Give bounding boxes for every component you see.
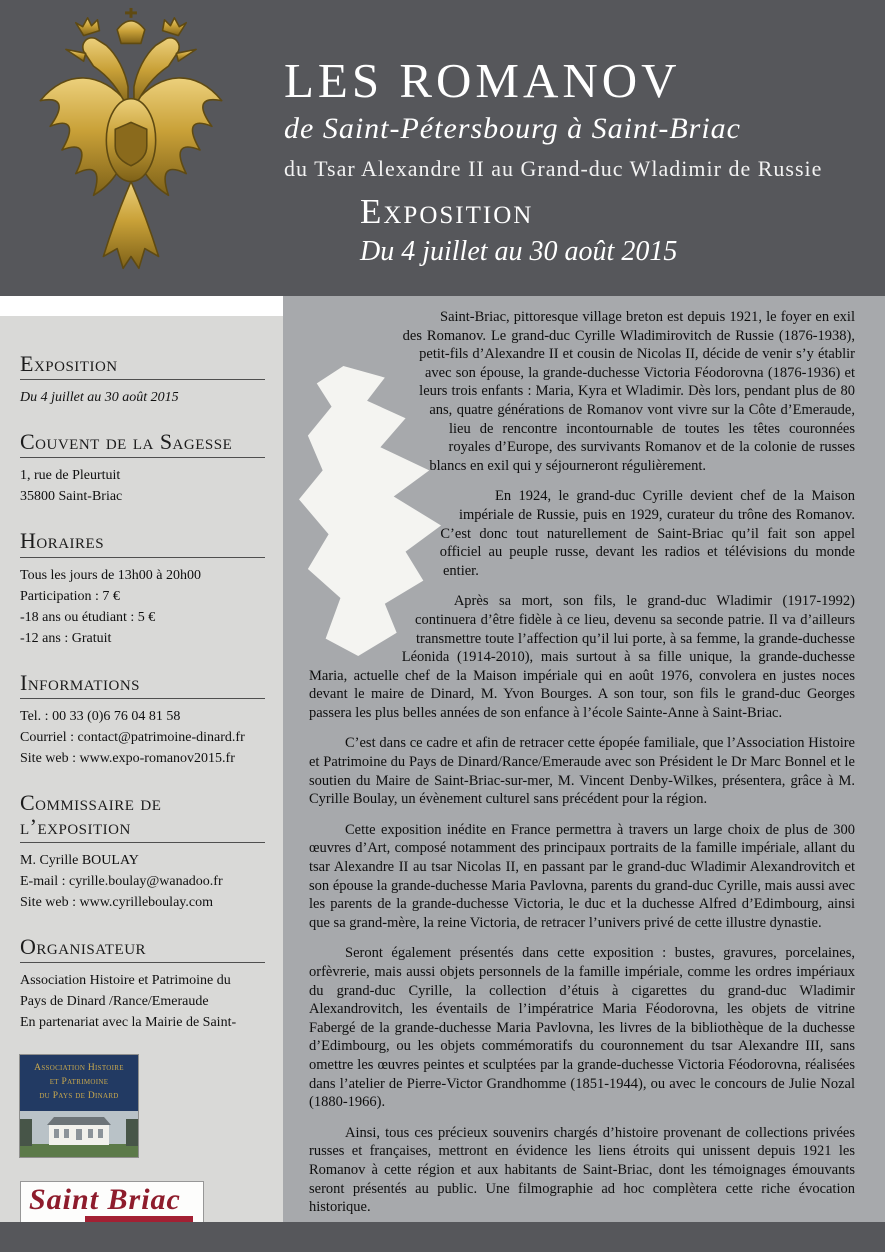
informations-tel: Tel. : 00 33 (0)6 76 04 81 58 bbox=[20, 708, 181, 724]
info-sidebar bbox=[0, 316, 283, 1222]
informations-heading: Informations bbox=[20, 671, 265, 699]
sidebar-section-informations bbox=[20, 671, 265, 769]
event-dates: Du 4 juillet au 30 août 2015 bbox=[360, 235, 678, 267]
sidebar-section-horaires bbox=[20, 529, 265, 648]
informations-email: Courriel : contact@patrimoine-dinard.fr bbox=[20, 729, 245, 745]
horaires-line-2: Participation : 7 € bbox=[20, 588, 120, 604]
sidebar-section-exposition bbox=[20, 352, 265, 408]
association-logo-line-2: et Patrimoine bbox=[49, 1077, 109, 1088]
body-paragraph-1: Saint-Briac, pittoresque village breton est depuis 1921, le foyer en exil des Romanov. Le grand-duc Cyrille Wladimirovitch de Russie (1876-1938), petit-fils d’Alexandre II et cousin de Nicolas II, décide de venir s’y établir avec son épouse, la grande-duchesse Victoria Féodorovna (1876-1936) et leurs trois enfants : Maria, Kyra et Wladimir. Dès lors, pendant plus de 80 ans, quatre générations de Romanov vont vivre sur la Côte d’Emeraude, lieu de rencontre incontournable de toutes les têtes couronnées royales d’Europe, des survivants Romanov et de la colonie de russes blancs en exil qui y séjourneront régulièrement. bbox=[402, 309, 855, 474]
body-paragraph-3: Après sa mort, son fils, le grand-duc Wladimir (1917-1992) continuera d’être fidèle à ce lieu, devenu sa seconde patrie. Il va d’ailleurs transmettre toute l’affection qu’il lui porte, à sa femme, la grande-duchesse Léonida (1914-2010), mais surtout à sa fille unique, la grande-duchesse Maria, actuelle chef de la Maison impériale qui en août 1976, convolera en justes noces devant le maire de Dinard, M. Yvon Bourges. A son tour, son fils le grand-duc Georges passera les plus belles années de son enfance à l’école Sainte-Anne à Saint-Briac. bbox=[309, 593, 855, 721]
double-eagle-svg bbox=[22, 6, 240, 290]
organisateur-line-1: Association Histoire et Patrimoine du bbox=[20, 973, 231, 989]
poster-subtitle: de Saint-Pétersbourg à Saint-Briac bbox=[284, 112, 741, 145]
event-label: Exposition bbox=[360, 192, 534, 231]
association-logo-banner bbox=[20, 1055, 138, 1110]
event-block bbox=[360, 194, 677, 268]
sidebar-section-organisateur bbox=[20, 935, 265, 1033]
title-block bbox=[284, 53, 823, 182]
sidebar-section-venue bbox=[20, 430, 265, 507]
manor-photo-icon bbox=[20, 1111, 138, 1157]
footer-bar bbox=[0, 1222, 885, 1252]
header-banner bbox=[0, 0, 885, 296]
sidebar-section-commissaire bbox=[20, 791, 265, 913]
main-text-column bbox=[283, 296, 885, 1222]
organisateur-line-3: En partenariat avec la Mairie de Saint- bbox=[20, 1015, 237, 1031]
commissaire-email: E-mail : cyrille.boulay@wanadoo.fr bbox=[20, 874, 223, 890]
commissaire-name: M. Cyrille BOULAY bbox=[20, 853, 139, 869]
horaires-heading: Horaires bbox=[20, 529, 265, 557]
exposition-dates: Du 4 juillet au 30 août 2015 bbox=[20, 390, 179, 406]
imperial-double-eagle-icon bbox=[22, 6, 240, 290]
venue-address-line-1: 1, rue de Pleurtuit bbox=[20, 468, 121, 484]
informations-website: Site web : www.expo-romanov2015.fr bbox=[20, 750, 235, 766]
body-paragraph-6: Seront également présentés dans cette exposition : bustes, gravures, porcelaines, orfèvrerie, mais aussi objets personnels de la famille impériale, comme les ordres impériaux du grand-duc Cyrille, la collection d’étuis à cigarettes du grand-duc Wladimir Alexandrovitch, les éventails de l’impératrice Maria Féodorovna, les objets de vitrine Fabergé de la grande-duchesse Maria Pavlovna, les livres de la bibliothèque de la duchesse d’Edimbourg, ou les objets commémoratifs du couronnement du tsar Alexandre III, sans omettre les œuvres peintes et sculptées par la grande-duchesse Victoria Féodorovna, réalisées dans l’atelier de Pierre-Victor Grandhomme (1851-1944), ou avec le concours de Julie Nozal (1880-1966). bbox=[309, 945, 855, 1111]
poster-title: LES ROMANOV bbox=[284, 53, 681, 108]
body-paragraph-2: En 1924, le grand-duc Cyrille devient chef de la Maison impériale de Russie, puis en 1929, curateur du trône des Romanov. C’est donc tout naturellement de Saint-Briac qu’il fait son appel officiel au peuple russe, devant les radios et télévisions du monde entier. bbox=[439, 488, 855, 579]
body-paragraph-5: Cette exposition inédite en France permettra à travers un large choix de plus de 300 œuvres d’Art, composé notamment des principaux portraits de la famille impériale, allant du tsar Alexandre II au tsar Nicolas II, en passant par le grand-duc Wladimir Alexandrovitch et son épouse la grande-duchesse Maria Pavlovna, parents du grand-duc Cyrille, mais aussi avec les parents de la grande-duchesse Victoria, le duc et la duchesse Alfred d’Edimbourg, ainsi que sa grand-mère, la reine Victoria, de retracer l’univers privé de cette illustre dynastie. bbox=[309, 821, 855, 931]
organisateur-line-2: Pays de Dinard /Rance/Emeraude bbox=[20, 994, 209, 1010]
horaires-line-4: -12 ans : Gratuit bbox=[20, 630, 112, 646]
venue-heading: Couvent de la Sagesse bbox=[20, 430, 265, 458]
exposition-heading: Exposition bbox=[20, 352, 265, 380]
association-logo-line-1: Association Histoire bbox=[34, 1063, 124, 1074]
association-logo bbox=[20, 1055, 138, 1156]
commissaire-heading: Commissaire de l’exposition bbox=[20, 791, 265, 843]
body-paragraph-4: C’est dans ce cadre et afin de retracer cette épopée familiale, que l’Association Histoire et Patrimoine du Pays de Dinard/Rance/Emeraude avec son Président le Dr Marc Bonnel et le soutien du Maire de Saint-Briac-sur-mer, M. Vincent Denby-Wilkes, présentera, grâce à M. Cyrille Boulay, un évènement culturel sans précédent pour la région. bbox=[309, 735, 855, 808]
horaires-line-1: Tous les jours de 13h00 à 20h00 bbox=[20, 567, 202, 583]
association-logo-line-3: du Pays de Dinard bbox=[39, 1090, 119, 1101]
poster-subtitle-2: du Tsar Alexandre II au Grand-duc Wladimir de Russie bbox=[284, 156, 823, 181]
venue-address-line-2: 35800 Saint-Briac bbox=[20, 489, 123, 505]
body-paragraph-7: Ainsi, tous ces précieux souvenirs chargés d’histoire provenant de collections privées russes et françaises, mettront en évidence les liens étroits qui unissent depuis 1921 les Romanov à cette région et aux habitants de Saint-Briac, dont les témoignages émouvants seront présentés au public. Une filmographie ad hoc complètera cette riche évocation historique. bbox=[309, 1124, 855, 1216]
organisateur-heading: Organisateur bbox=[20, 935, 265, 963]
commissaire-website: Site web : www.cyrilleboulay.com bbox=[20, 895, 213, 911]
horaires-line-3: -18 ans ou étudiant : 5 € bbox=[20, 609, 156, 625]
saint-briac-logo-title: Saint Briac bbox=[29, 1182, 181, 1216]
